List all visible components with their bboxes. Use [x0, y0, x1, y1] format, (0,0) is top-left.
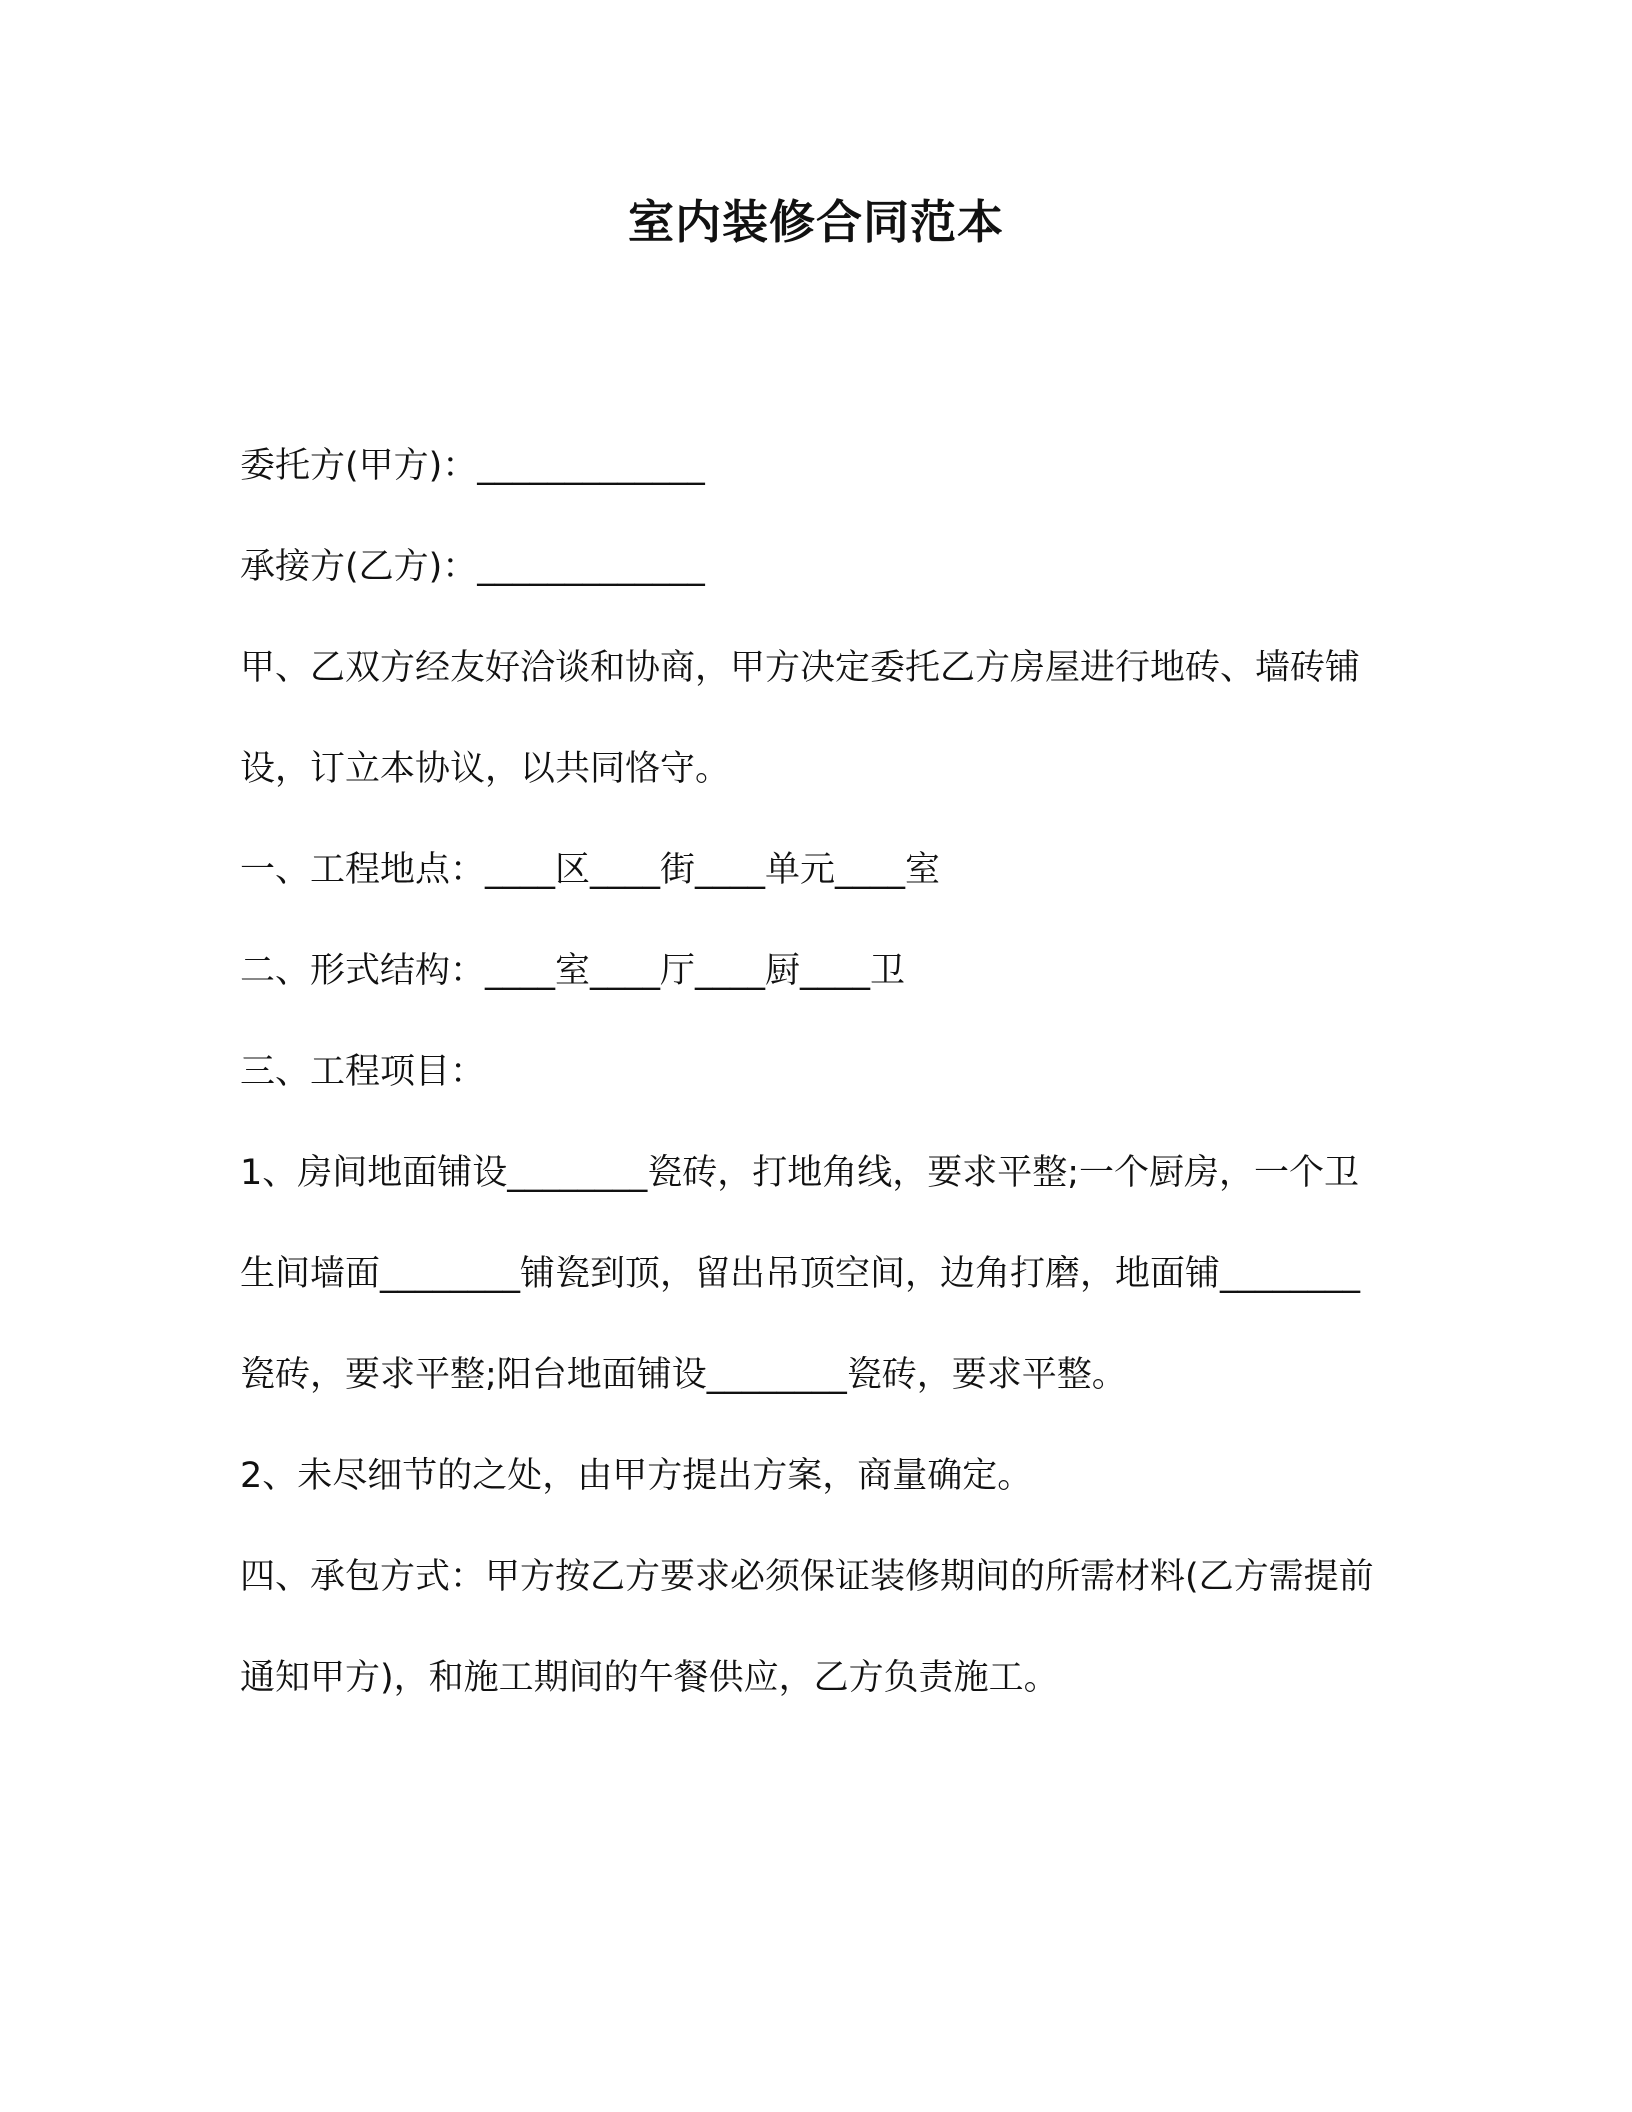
project-item-1: 1、房间地面铺设________瓷砖，打地角线，要求平整;一个厨房，一个卫生间墙面________铺瓷到顶，留出吊顶空间，边角打磨，地面铺________瓷砖，要求平整;阳台地面铺设________瓷砖，要求平整。: [240, 1153, 1361, 1395]
party-a-line: 委托方(甲方)：_____________: [240, 446, 705, 486]
contract-method-paragraph: 四、承包方式：甲方按乙方要求必须保证装修期间的所需材料(乙方需提前通知甲方)，和施工期间的午餐供应，乙方负责施工。: [240, 1557, 1374, 1698]
party-b-line: 承接方(乙方)：_____________: [240, 547, 705, 587]
intro-paragraph: 甲、乙双方经友好洽谈和协商，甲方决定委托乙方房屋进行地砖、墙砖铺设，订立本协议，以共同恪守。: [240, 648, 1361, 789]
project-items-heading: 三、工程项目：: [240, 1052, 486, 1092]
structure-line: 二、形式结构：____室____厅____厨____卫: [240, 951, 906, 991]
document-title: 室内装修合同范本: [628, 195, 1004, 249]
project-location-line: 一、工程地点：____区____街____单元____室: [240, 850, 941, 890]
project-item-2: 2、未尽细节的之处，由甲方提出方案，商量确定。: [240, 1456, 1033, 1496]
document-body: [240, 416, 1390, 1729]
